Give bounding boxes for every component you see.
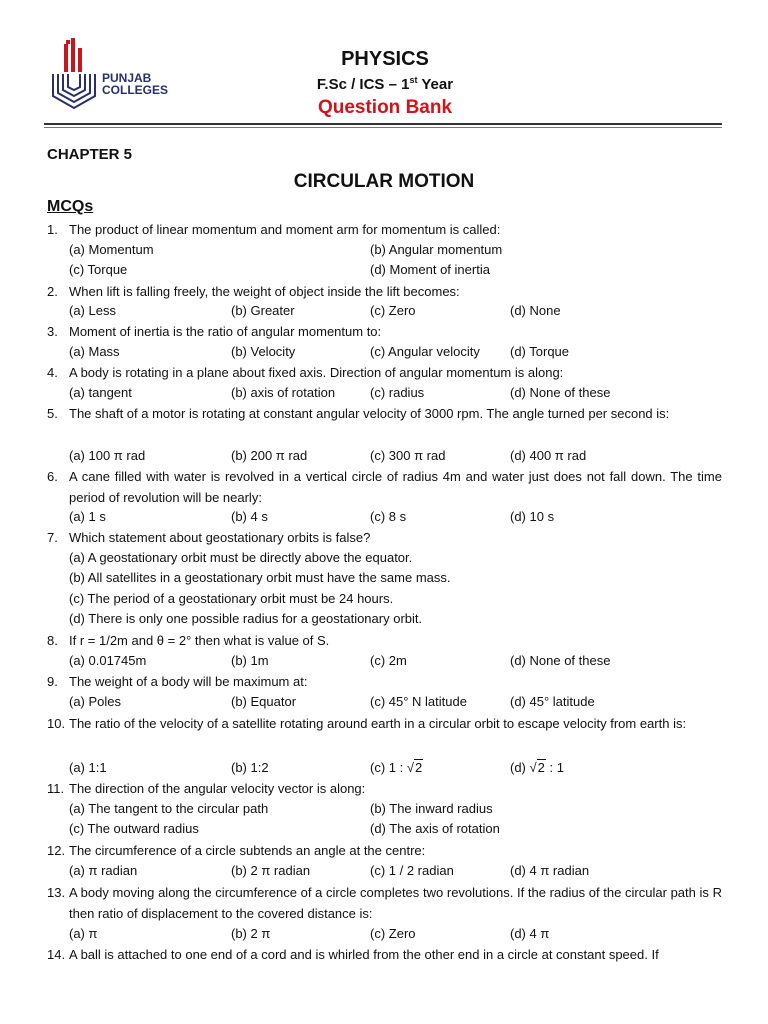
option: (b) 4 s bbox=[231, 509, 268, 524]
option: (b) 2 π bbox=[231, 926, 271, 941]
option: (d) The axis of rotation bbox=[370, 821, 500, 836]
question-4: 4. A body is rotating in a plane about fixed axis. Direction of angular momentum is along: bbox=[47, 365, 564, 380]
chapter-title: CIRCULAR MOTION bbox=[293, 171, 475, 192]
subject-title: PHYSICS bbox=[341, 48, 429, 70]
option: (c) The outward radius bbox=[69, 821, 199, 836]
option: (b) Equator bbox=[231, 694, 297, 709]
option: (b) 2 π radian bbox=[231, 863, 311, 878]
option: (d) None of these bbox=[510, 385, 611, 400]
option: (a) π radian bbox=[69, 863, 138, 878]
question-2: 2. When lift is falling freely, the weight of object inside the lift becomes: bbox=[47, 284, 460, 299]
option: (b) Angular momentum bbox=[370, 242, 503, 257]
question-10: 10. The ratio of the velocity of a satellite rotating around earth in a circular orbit to escape velocity from earth is: bbox=[47, 716, 687, 731]
option: (d) 4 π bbox=[510, 926, 550, 941]
question-9: 9. The weight of a body will be maximum at: bbox=[47, 674, 308, 689]
option: (c) Zero bbox=[370, 926, 416, 941]
option: (a) Momentum bbox=[69, 242, 154, 257]
option: (d) 45° latitude bbox=[510, 694, 595, 709]
question-6: 6. A cane filled with water is revolved in a vertical circle of radius 4m and water just does not fall down. The time period of revolution will be nearly: bbox=[47, 469, 722, 505]
option: (c) 1 : √2 bbox=[370, 760, 423, 775]
option: (b) Greater bbox=[231, 303, 295, 318]
option: (a) The tangent to the circular path bbox=[69, 801, 269, 816]
option: (b) axis of rotation bbox=[231, 385, 336, 400]
option: (c) Zero bbox=[370, 303, 416, 318]
option: (d) There is only one possible radius for a geostationary orbit. bbox=[69, 611, 423, 626]
question-8: 8. If r = 1/2m and θ = 2° then what is value of S. bbox=[47, 633, 330, 648]
question-14: 14. A ball is attached to one end of a cord and is whirled from the other end in a circle at constant speed. If bbox=[47, 947, 659, 962]
section-heading: MCQs bbox=[47, 198, 94, 215]
question-5: 5. The shaft of a motor is rotating at constant angular velocity of 3000 rpm. The angle turned per second is: bbox=[47, 406, 670, 421]
option: (a) π bbox=[69, 926, 98, 941]
option: (a) 1 s bbox=[69, 509, 106, 524]
option: (a) Less bbox=[69, 303, 116, 318]
question-7: 7. Which statement about geostationary orbits is false? bbox=[47, 530, 371, 545]
option: (b) The inward radius bbox=[370, 801, 493, 816]
option: (d) Torque bbox=[510, 344, 570, 359]
option: (c) 2m bbox=[370, 653, 407, 668]
header-rule bbox=[44, 123, 722, 125]
option: (a) 100 π rad bbox=[69, 448, 146, 463]
option: (d) None of these bbox=[510, 653, 611, 668]
option: (a) 1:1 bbox=[69, 760, 107, 775]
option: (b) 1:2 bbox=[231, 760, 269, 775]
option: (a) Poles bbox=[69, 694, 122, 709]
option: (d) 10 s bbox=[510, 509, 555, 524]
option: (c) radius bbox=[370, 385, 425, 400]
option: (b) All satellites in a geostationary orbit must have the same mass. bbox=[69, 570, 451, 585]
option: (d) √2 : 1 bbox=[510, 760, 564, 775]
option: (c) Torque bbox=[69, 262, 128, 277]
question-bank-title: Question Bank bbox=[317, 97, 453, 118]
option: (c) The period of a geostationary orbit must be 24 hours. bbox=[69, 591, 394, 606]
option: (a) Mass bbox=[69, 344, 120, 359]
option: (d) None bbox=[510, 303, 561, 318]
option: (b) 200 π rad bbox=[231, 448, 308, 463]
option: (c) 45° N latitude bbox=[370, 694, 467, 709]
option: (d) Moment of inertia bbox=[370, 262, 490, 277]
option: (d) 400 π rad bbox=[510, 448, 587, 463]
option: (b) Velocity bbox=[231, 344, 296, 359]
option: (c) 300 π rad bbox=[370, 448, 446, 463]
option: (a) A geostationary orbit must be directly above the equator. bbox=[69, 550, 413, 565]
header-rule-thin bbox=[44, 127, 722, 128]
question-1: 1. The product of linear momentum and moment arm for momentum is called: bbox=[47, 222, 501, 237]
question-11: 11. The direction of the angular velocity vector is along: bbox=[47, 781, 366, 796]
option: (a) 0.01745m bbox=[69, 653, 147, 668]
option: (d) 4 π radian bbox=[510, 863, 590, 878]
question-12: 12. The circumference of a circle subtends an angle at the centre: bbox=[47, 843, 426, 858]
option: (c) 8 s bbox=[370, 509, 407, 524]
option: (c) 1 / 2 radian bbox=[370, 863, 454, 878]
option: (c) Angular velocity bbox=[370, 344, 480, 359]
option: (a) tangent bbox=[69, 385, 132, 400]
option: (b) 1m bbox=[231, 653, 269, 668]
logo-text-colleges: COLLEGES bbox=[102, 83, 169, 97]
class-label: F.Sc / ICS – 1st Year bbox=[316, 75, 454, 93]
question-13: 13. A body moving along the circumference of a circle completes two revolutions. If the radius of the circular path is R then ratio of displacement to the covered distance is: bbox=[47, 885, 722, 921]
logo-text-punjab: PUNJAB bbox=[102, 71, 152, 85]
punjab-colleges-logo bbox=[50, 36, 200, 110]
chapter-label: CHAPTER 5 bbox=[47, 146, 133, 163]
question-3: 3. Moment of inertia is the ratio of angular momentum to: bbox=[47, 324, 382, 339]
